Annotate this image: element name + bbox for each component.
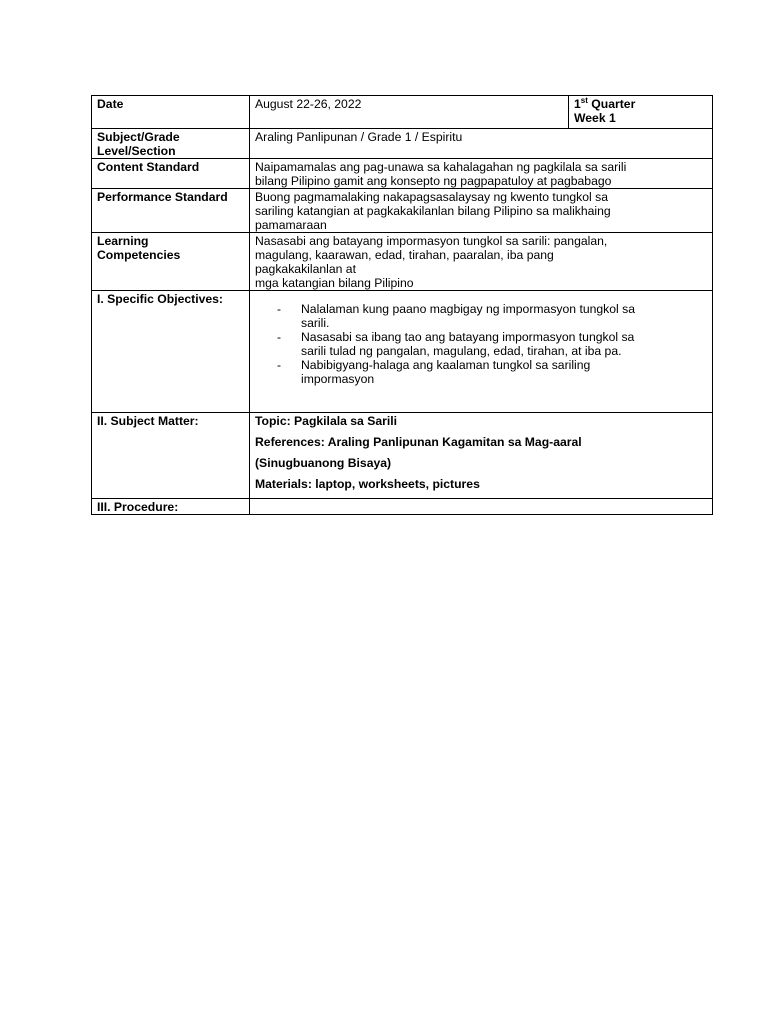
content-standard-label: Content Standard	[92, 159, 250, 189]
content-standard-line1: Naipamamalas ang pag-unawa sa kahalagahan ng pagkilala sa sarili	[255, 160, 627, 174]
subject-label-line2: Level/Section	[97, 144, 176, 158]
objective-item	[277, 358, 707, 386]
learning-competencies-line4: mga katangian bilang Pilipino	[255, 276, 414, 290]
subject-label	[92, 129, 250, 159]
performance-standard-line3: pamamaraan	[255, 218, 327, 232]
learning-competencies-line3: pagkakakilanlan at	[255, 262, 356, 276]
subject-matter-row	[92, 413, 713, 499]
learning-competencies-label-line2: Competencies	[97, 248, 181, 262]
subject-matter-label: II. Subject Matter:	[92, 413, 250, 499]
objective-item	[277, 302, 707, 330]
objective-line: impormasyon	[301, 372, 375, 386]
objectives-label: I. Specific Objectives:	[92, 291, 250, 413]
date-label: Date	[92, 96, 250, 129]
list-dash: -	[277, 358, 282, 372]
learning-competencies-label	[92, 233, 250, 291]
procedure-value	[250, 499, 713, 515]
subject-value: Araling Panlipunan / Grade 1 / Espiritu	[250, 129, 713, 159]
learning-competencies-value	[250, 233, 713, 291]
quarter-ordinal-suffix: st	[580, 96, 588, 105]
subject-matter-value	[250, 413, 713, 499]
date-row	[92, 96, 713, 129]
learning-competencies-line2: magulang, kaarawan, edad, tirahan, paaralan, iba pang	[255, 248, 554, 262]
objective-line: Nalalaman kung paano magbigay ng impormasyon tungkol sa	[301, 302, 636, 316]
performance-standard-label: Performance Standard	[92, 189, 250, 233]
quarter-number: 1	[574, 97, 581, 111]
performance-standard-line1: Buong pagmamalaking nakapagsasalaysay ng kwento tungkol sa	[255, 190, 608, 204]
content-standard-row	[92, 159, 713, 189]
performance-standard-line2: sariling katangian at pagkakakilanlan bilang Pilipino sa malikhaing	[255, 204, 611, 218]
objective-line: Nabibigyang-halaga ang kaalaman tungkol sa sariling	[301, 358, 591, 372]
quarter-line	[574, 97, 707, 111]
topic-line: Topic: Pagkilala sa Sarili	[255, 414, 398, 428]
procedure-label: III. Procedure:	[92, 499, 250, 515]
learning-competencies-line1: Nasasabi ang batayang impormasyon tungkol sa sarili: pangalan,	[255, 234, 608, 248]
content-standard-line2: bilang Pilipino gamit ang konsepto ng pagpapatuloy at pagbabago	[255, 174, 612, 188]
learning-competencies-row	[92, 233, 713, 291]
objectives-list	[255, 302, 707, 386]
lesson-plan-table	[91, 95, 713, 515]
objectives-value	[250, 291, 713, 413]
procedure-row	[92, 499, 713, 515]
objective-line: sarili tulad ng pangalan, magulang, edad, tirahan, at iba pa.	[301, 344, 622, 358]
week-label: Week 1	[574, 111, 616, 125]
list-dash: -	[277, 330, 282, 344]
subject-label-line1: Subject/Grade	[97, 130, 180, 144]
performance-standard-value	[250, 189, 713, 233]
objective-line: Nasasabi sa ibang tao ang batayang impormasyon tungkol sa	[301, 330, 635, 344]
date-value: August 22-26, 2022	[250, 96, 569, 129]
subject-row	[92, 129, 713, 159]
references-continuation: (Sinugbuanong Bisaya)	[255, 456, 392, 470]
references-line: References: Araling Panlipunan Kagamitan sa Mag-aaral	[255, 435, 582, 449]
learning-competencies-label-line1: Learning	[97, 234, 149, 248]
quarter-cell	[569, 96, 713, 129]
content-standard-value	[250, 159, 713, 189]
materials-line: Materials: laptop, worksheets, pictures	[255, 477, 480, 491]
objectives-row	[92, 291, 713, 413]
objective-item	[277, 330, 707, 358]
performance-standard-row	[92, 189, 713, 233]
quarter-word: Quarter	[587, 97, 636, 111]
list-dash: -	[277, 302, 282, 316]
objective-line: sarili.	[301, 316, 330, 330]
